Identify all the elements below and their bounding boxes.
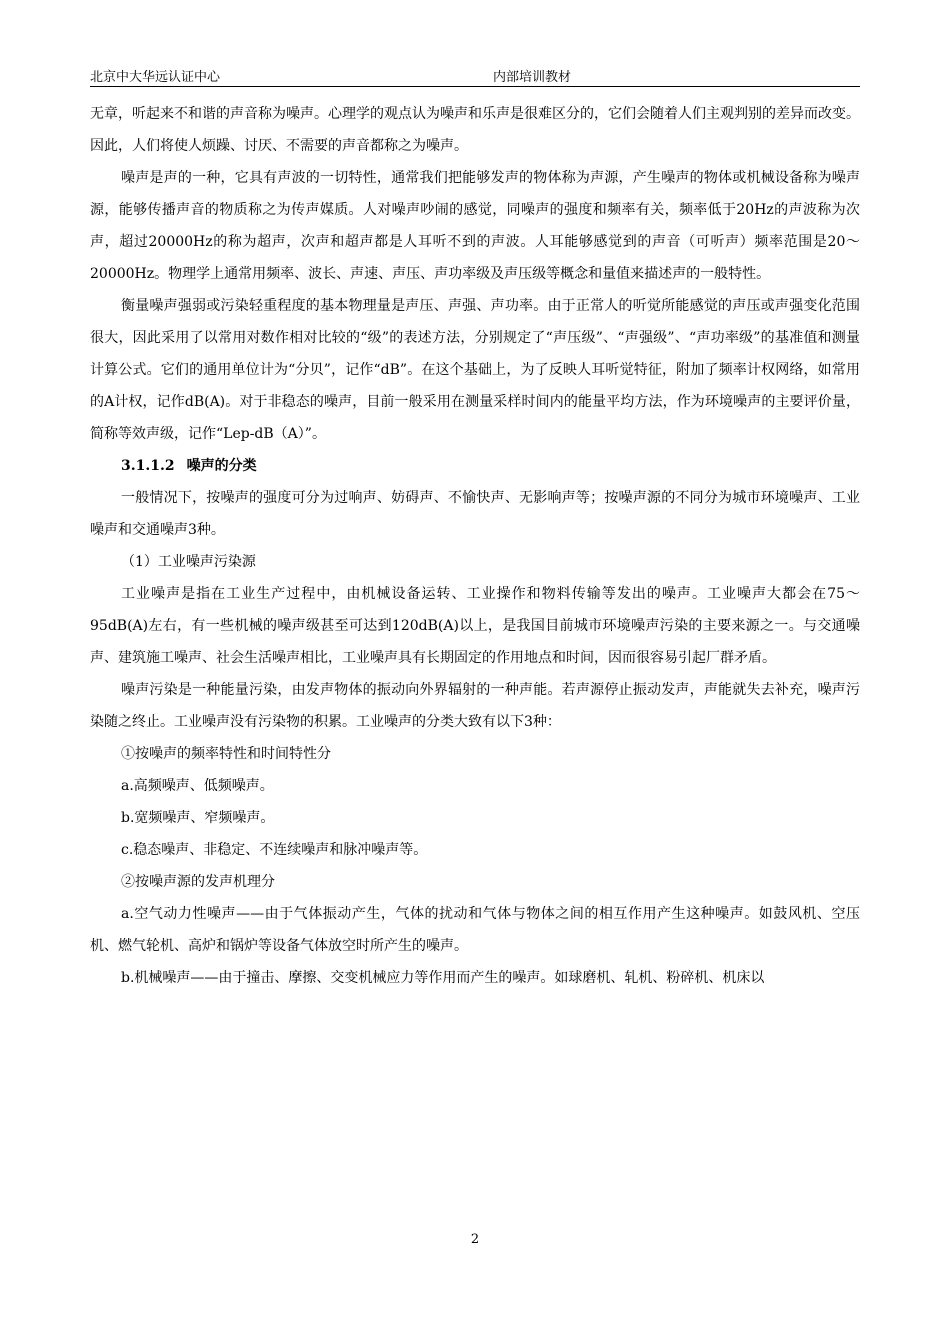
- paragraph: 噪声是声的一种，它具有声波的一切特性，通常我们把能够发声的物体称为声源，产生噪声的物体或机械设备称为噪声源，能够传播声音的物质称之为传声媒质。人对噪声吵闹的感觉，同噪声的强度和频率有关，频率低于20Hz的声波称为次声，超过20000Hz的称为超声，次声和超声都是人耳听不到的声波。人耳能够感觉到的声音（可听声）频率范围是20～20000Hz。物理学上通常用频率、波长、声速、声压、声功率级及声压级等概念和量值来描述声的一般特性。: [90, 170, 860, 282]
- page-number: 2: [470, 1232, 480, 1247]
- document-body: [90, 98, 860, 994]
- list-item: c.稳态噪声、非稳定、不连续噪声和脉冲噪声等。: [121, 842, 428, 858]
- paragraph: 工业噪声是指在工业生产过程中，由机械设备运转、工业操作和物料传输等发出的噪声。工业噪声大都会在75～95dB(A)左右，有一些机械的噪声级甚至可达到120dB(A)以上，是我国目前城市环境噪声污染的主要来源之一。与交通噪声、建筑施工噪声、社会生活噪声相比，工业噪声具有长期固定的作用地点和时间，因而很容易引起厂群矛盾。: [90, 586, 860, 666]
- list-item: b.机械噪声——由于撞击、摩擦、交变机械应力等作用而产生的噪声。如球磨机、轧机、粉碎机、机床以: [121, 970, 765, 986]
- paragraph: 无章，听起来不和谐的声音称为噪声。心理学的观点认为噪声和乐声是很难区分的，它们会随着人们主观判别的差异而改变。因此，人们将使人烦躁、讨厌、不需要的声音都称之为噪声。: [90, 106, 860, 154]
- paragraph: 衡量噪声强弱或污染轻重程度的基本物理量是声压、声强、声功率。由于正常人的听觉所能感觉的声压或声强变化范围很大，因此采用了以常用对数作相对比较的“级”的表述方法，分别规定了“声压级”、“声强级”、“声功率级”的基准值和测量计算公式。它们的通用单位计为“分贝”，记作“dB”。在这个基础上，为了反映人耳听觉特征，附加了频率计权网络，如常用的A计权，记作dB(A)。对于非稳态的噪声，目前一般采用在测量采样时间内的能量平均方法，作为环境噪声的主要评价量，简称等效声级，记作“Lep-dB（A）”。: [90, 298, 860, 442]
- section-number: 3.1.1.2: [121, 458, 175, 474]
- section-title: 噪声的分类: [186, 458, 257, 474]
- list-item: b.宽频噪声、窄频噪声。: [121, 810, 275, 826]
- subheading: （1）工业噪声污染源: [121, 554, 256, 570]
- paragraph: 噪声污染是一种能量污染，由发声物体的振动向外界辐射的一种声能。若声源停止振动发声，声能就失去补充，噪声污染随之终止。工业噪声没有污染物的积累。工业噪声的分类大致有以下3种：: [90, 682, 860, 730]
- page-footer: [0, 1232, 950, 1247]
- section-heading: [90, 450, 860, 482]
- page-header: [90, 64, 860, 87]
- list-item: a.空气动力性噪声——由于气体振动产生，气体的扰动和气体与物体之间的相互作用产生这种噪声。如鼓风机、空压机、燃气轮机、高炉和锅炉等设备气体放空时所产生的噪声。: [90, 906, 860, 954]
- list-heading: ①按噪声的频率特性和时间特性分: [121, 746, 331, 762]
- paragraph: 一般情况下，按噪声的强度可分为过响声、妨碍声、不愉快声、无影响声等；按噪声源的不同分为城市环境噪声、工业噪声和交通噪声3种。: [90, 490, 860, 538]
- header-document-title: 内部培训教材: [493, 70, 572, 85]
- list-heading: ②按噪声源的发声机理分: [121, 874, 275, 890]
- header-organization: 北京中大华远认证中心: [90, 70, 221, 85]
- list-item: a.高频噪声、低频噪声。: [121, 778, 274, 794]
